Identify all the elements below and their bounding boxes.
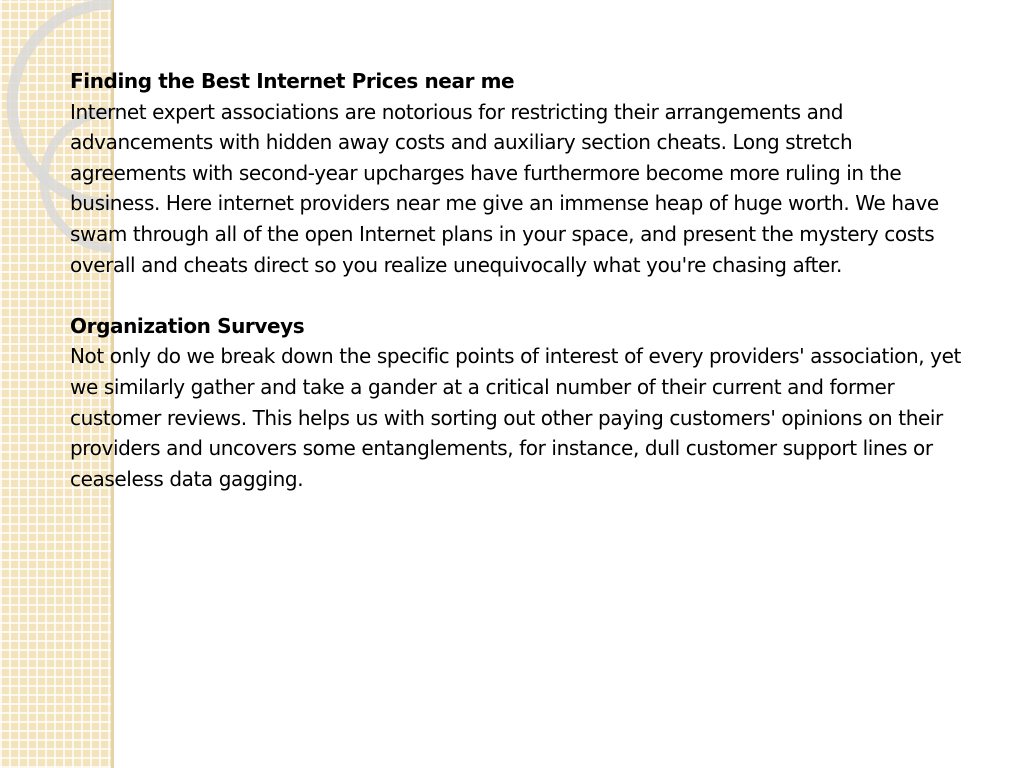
section-heading-surveys: Organization Surveys (70, 313, 305, 338)
paragraph-gap (70, 280, 970, 311)
slide-content (70, 66, 970, 494)
section-heading-prices: Finding the Best Internet Prices near me (70, 69, 515, 93)
section-body-prices: Internet expert associations are notorious for restricting their arrangements and advancements with hidden away costs and auxiliary section cheats. Long stretch agreements with second-year upcharges have furthermore become more ruling in the business. Here internet providers near me give an immense heap of huge worth. We have swam through all of the open Internet plans in your space, and present the mystery costs overall and cheats direct so you realize unequivocally what you're chasing after. (70, 99, 939, 277)
section-body-surveys: Not only do we break down the specific points of interest of every providers' association, yet we similarly gather and take a gander at a critical number of their current and former customer reviews. This helps us with sorting out other paying customers' opinions on their providers and uncovers some entanglements, for instance, dull customer support lines or ceaseless data gagging. (70, 344, 961, 491)
